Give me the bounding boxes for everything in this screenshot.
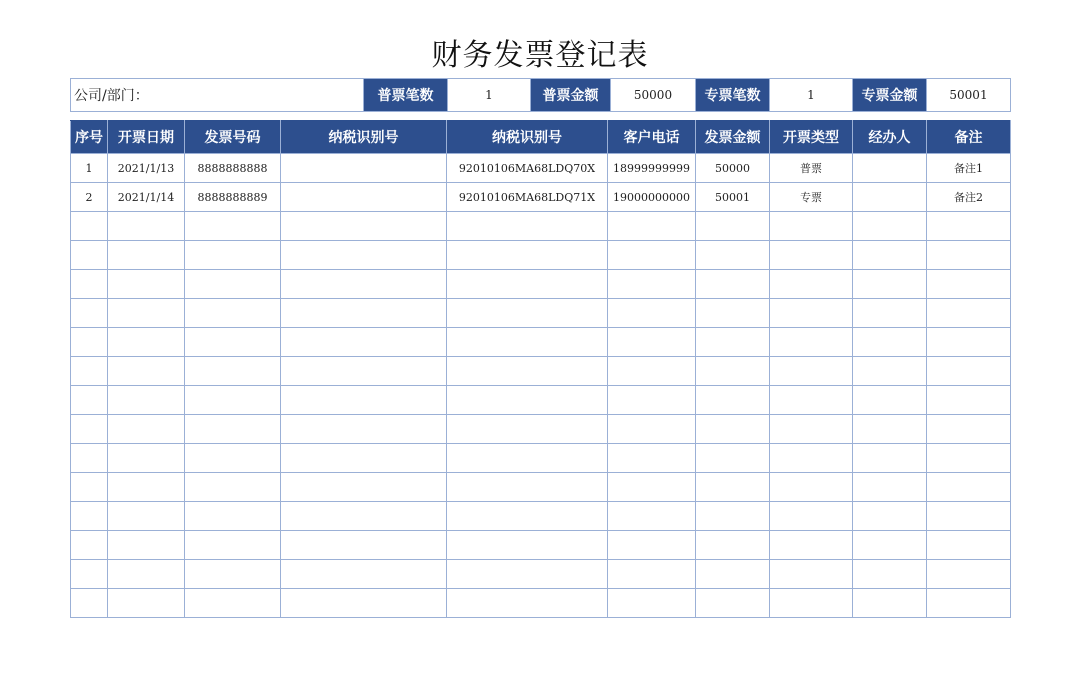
- empty-cell[interactable]: [853, 328, 927, 357]
- empty-table-row: [71, 270, 1011, 299]
- empty-cell[interactable]: [185, 241, 281, 270]
- empty-cell[interactable]: [281, 299, 447, 328]
- empty-cell[interactable]: [853, 386, 927, 415]
- empty-cell[interactable]: [281, 212, 447, 241]
- empty-cell[interactable]: [696, 328, 770, 357]
- empty-table-row: [71, 473, 1011, 502]
- empty-cell[interactable]: [281, 328, 447, 357]
- empty-cell[interactable]: [608, 270, 696, 299]
- empty-cell[interactable]: [608, 357, 696, 386]
- empty-cell[interactable]: [281, 502, 447, 531]
- empty-table-row: [71, 560, 1011, 589]
- cell-index[interactable]: 2: [71, 183, 108, 212]
- empty-cell[interactable]: [770, 299, 853, 328]
- empty-cell[interactable]: [927, 531, 1011, 560]
- table-row: [71, 183, 1011, 212]
- regular-amount-value[interactable]: 50000: [611, 79, 696, 112]
- empty-cell[interactable]: [927, 241, 1011, 270]
- empty-cell[interactable]: [696, 357, 770, 386]
- empty-cell[interactable]: [608, 328, 696, 357]
- empty-cell[interactable]: [927, 212, 1011, 241]
- empty-table-row: [71, 386, 1011, 415]
- empty-cell[interactable]: [853, 212, 927, 241]
- empty-cell[interactable]: [71, 212, 108, 241]
- empty-cell[interactable]: [185, 270, 281, 299]
- empty-cell[interactable]: [185, 502, 281, 531]
- empty-cell[interactable]: [447, 241, 608, 270]
- empty-cell[interactable]: [185, 386, 281, 415]
- empty-cell[interactable]: [927, 270, 1011, 299]
- empty-cell[interactable]: [608, 531, 696, 560]
- header-invoice-amount: 发票金额: [696, 121, 770, 154]
- empty-cell[interactable]: [71, 589, 108, 618]
- empty-cell[interactable]: [71, 444, 108, 473]
- cell-remarks[interactable]: 备注1: [927, 154, 1011, 183]
- empty-cell[interactable]: [108, 589, 185, 618]
- header-tax-id-2: 纳税识别号: [447, 121, 608, 154]
- empty-cell[interactable]: [696, 386, 770, 415]
- empty-table-row: [71, 357, 1011, 386]
- empty-cell[interactable]: [608, 589, 696, 618]
- empty-cell[interactable]: [927, 589, 1011, 618]
- empty-table-row: [71, 241, 1011, 270]
- empty-cell[interactable]: [608, 473, 696, 502]
- empty-table-row: [71, 212, 1011, 241]
- empty-cell[interactable]: [447, 328, 608, 357]
- empty-cell[interactable]: [447, 560, 608, 589]
- empty-cell[interactable]: [71, 328, 108, 357]
- empty-table-row: [71, 531, 1011, 560]
- empty-cell[interactable]: [185, 531, 281, 560]
- empty-cell[interactable]: [108, 531, 185, 560]
- empty-cell[interactable]: [71, 531, 108, 560]
- cell-index[interactable]: 1: [71, 154, 108, 183]
- empty-cell[interactable]: [185, 444, 281, 473]
- empty-cell[interactable]: [108, 357, 185, 386]
- empty-cell[interactable]: [696, 560, 770, 589]
- empty-table-row: [71, 502, 1011, 531]
- cell-customer-phone[interactable]: 19000000000: [608, 183, 696, 212]
- empty-cell[interactable]: [770, 241, 853, 270]
- empty-cell[interactable]: [927, 560, 1011, 589]
- empty-cell[interactable]: [108, 386, 185, 415]
- empty-cell[interactable]: [281, 589, 447, 618]
- empty-cell[interactable]: [927, 357, 1011, 386]
- empty-cell[interactable]: [71, 560, 108, 589]
- empty-cell[interactable]: [447, 415, 608, 444]
- empty-cell[interactable]: [696, 415, 770, 444]
- empty-cell[interactable]: [696, 212, 770, 241]
- empty-cell[interactable]: [447, 531, 608, 560]
- empty-cell[interactable]: [696, 444, 770, 473]
- empty-cell[interactable]: [608, 560, 696, 589]
- empty-cell[interactable]: [770, 357, 853, 386]
- empty-cell[interactable]: [185, 473, 281, 502]
- empty-cell[interactable]: [853, 589, 927, 618]
- empty-cell[interactable]: [608, 212, 696, 241]
- empty-cell[interactable]: [281, 241, 447, 270]
- cell-issue-date[interactable]: 2021/1/14: [108, 183, 185, 212]
- empty-cell[interactable]: [927, 415, 1011, 444]
- summary-bar: [70, 78, 1011, 112]
- regular-count-value[interactable]: 1: [448, 79, 531, 112]
- cell-invoice-type[interactable]: 专票: [770, 183, 853, 212]
- empty-cell[interactable]: [71, 386, 108, 415]
- header-issue-date: 开票日期: [108, 121, 185, 154]
- cell-tax-id-2[interactable]: 92010106MA68LDQ70X: [447, 154, 608, 183]
- empty-cell[interactable]: [108, 415, 185, 444]
- empty-cell[interactable]: [927, 502, 1011, 531]
- empty-cell[interactable]: [608, 386, 696, 415]
- empty-cell[interactable]: [696, 502, 770, 531]
- empty-cell[interactable]: [71, 415, 108, 444]
- cell-invoice-amount[interactable]: 50001: [696, 183, 770, 212]
- empty-cell[interactable]: [185, 328, 281, 357]
- empty-cell[interactable]: [281, 415, 447, 444]
- empty-cell[interactable]: [281, 357, 447, 386]
- empty-cell[interactable]: [853, 560, 927, 589]
- empty-cell[interactable]: [281, 531, 447, 560]
- empty-cell[interactable]: [608, 444, 696, 473]
- cell-invoice-amount[interactable]: 50000: [696, 154, 770, 183]
- empty-cell[interactable]: [608, 415, 696, 444]
- empty-cell[interactable]: [447, 270, 608, 299]
- cell-invoice-type[interactable]: 普票: [770, 154, 853, 183]
- header-remarks: 备注: [927, 121, 1011, 154]
- empty-cell[interactable]: [281, 473, 447, 502]
- empty-cell[interactable]: [108, 299, 185, 328]
- header-customer-phone: 客户电话: [608, 121, 696, 154]
- empty-cell[interactable]: [853, 357, 927, 386]
- empty-cell[interactable]: [927, 386, 1011, 415]
- empty-cell[interactable]: [770, 328, 853, 357]
- invoice-table: [70, 120, 1011, 618]
- cell-tax-id-2[interactable]: 92010106MA68LDQ71X: [447, 183, 608, 212]
- regular-count-label: 普票笔数: [364, 79, 448, 112]
- empty-cell[interactable]: [927, 473, 1011, 502]
- empty-cell[interactable]: [108, 473, 185, 502]
- empty-cell[interactable]: [853, 531, 927, 560]
- empty-cell[interactable]: [71, 357, 108, 386]
- empty-cell[interactable]: [108, 560, 185, 589]
- empty-table-row: [71, 299, 1011, 328]
- empty-cell[interactable]: [447, 473, 608, 502]
- empty-cell[interactable]: [71, 473, 108, 502]
- empty-cell[interactable]: [281, 386, 447, 415]
- empty-cell[interactable]: [853, 299, 927, 328]
- header-index: 序号: [71, 121, 108, 154]
- cell-tax-id-1[interactable]: [281, 154, 447, 183]
- empty-cell[interactable]: [108, 212, 185, 241]
- cell-invoice-number[interactable]: 8888888889: [185, 183, 281, 212]
- header-tax-id-1: 纳税识别号: [281, 121, 447, 154]
- special-count-value[interactable]: 1: [770, 79, 853, 112]
- empty-cell[interactable]: [770, 415, 853, 444]
- empty-cell[interactable]: [447, 299, 608, 328]
- empty-cell[interactable]: [696, 270, 770, 299]
- empty-cell[interactable]: [71, 270, 108, 299]
- cell-remarks[interactable]: 备注2: [927, 183, 1011, 212]
- empty-cell[interactable]: [853, 270, 927, 299]
- empty-cell[interactable]: [608, 241, 696, 270]
- header-handler: 经办人: [853, 121, 927, 154]
- empty-cell[interactable]: [447, 386, 608, 415]
- empty-cell[interactable]: [185, 212, 281, 241]
- empty-cell[interactable]: [185, 299, 281, 328]
- empty-cell[interactable]: [281, 444, 447, 473]
- empty-cell[interactable]: [447, 444, 608, 473]
- cell-issue-date[interactable]: 2021/1/13: [108, 154, 185, 183]
- empty-cell[interactable]: [185, 560, 281, 589]
- empty-cell[interactable]: [108, 502, 185, 531]
- table-header-row: [71, 121, 1011, 154]
- empty-cell[interactable]: [608, 502, 696, 531]
- empty-cell[interactable]: [696, 241, 770, 270]
- empty-cell[interactable]: [770, 502, 853, 531]
- company-department-field[interactable]: 公司/部门：: [71, 79, 364, 112]
- empty-cell[interactable]: [853, 241, 927, 270]
- empty-cell[interactable]: [696, 589, 770, 618]
- empty-cell[interactable]: [927, 444, 1011, 473]
- regular-amount-label: 普票金额: [531, 79, 611, 112]
- empty-cell[interactable]: [71, 502, 108, 531]
- empty-cell[interactable]: [281, 560, 447, 589]
- cell-handler[interactable]: [853, 154, 927, 183]
- empty-table-row: [71, 589, 1011, 618]
- empty-cell[interactable]: [71, 241, 108, 270]
- empty-cell[interactable]: [608, 299, 696, 328]
- empty-cell[interactable]: [108, 328, 185, 357]
- empty-cell[interactable]: [770, 473, 853, 502]
- empty-cell[interactable]: [770, 270, 853, 299]
- empty-cell[interactable]: [927, 328, 1011, 357]
- empty-cell[interactable]: [853, 502, 927, 531]
- empty-cell[interactable]: [770, 212, 853, 241]
- empty-cell[interactable]: [108, 444, 185, 473]
- empty-cell[interactable]: [696, 473, 770, 502]
- table-row: [71, 154, 1011, 183]
- cell-tax-id-1[interactable]: [281, 183, 447, 212]
- header-invoice-type: 开票类型: [770, 121, 853, 154]
- header-invoice-number: 发票号码: [185, 121, 281, 154]
- empty-cell[interactable]: [853, 415, 927, 444]
- empty-cell[interactable]: [71, 299, 108, 328]
- empty-cell[interactable]: [447, 357, 608, 386]
- special-amount-label: 专票金额: [853, 79, 927, 112]
- empty-cell[interactable]: [185, 415, 281, 444]
- empty-cell[interactable]: [447, 589, 608, 618]
- empty-cell[interactable]: [185, 589, 281, 618]
- page-title: 财务发票登记表: [431, 38, 649, 73]
- empty-cell[interactable]: [770, 589, 853, 618]
- empty-cell[interactable]: [696, 299, 770, 328]
- empty-cell[interactable]: [281, 270, 447, 299]
- empty-table-row: [71, 415, 1011, 444]
- cell-invoice-number[interactable]: 8888888888: [185, 154, 281, 183]
- special-amount-value[interactable]: 50001: [927, 79, 1011, 112]
- empty-cell[interactable]: [770, 560, 853, 589]
- empty-cell[interactable]: [853, 473, 927, 502]
- empty-cell[interactable]: [927, 299, 1011, 328]
- empty-cell[interactable]: [108, 241, 185, 270]
- empty-table-row: [71, 328, 1011, 357]
- empty-cell[interactable]: [185, 357, 281, 386]
- empty-cell[interactable]: [447, 212, 608, 241]
- empty-cell[interactable]: [770, 386, 853, 415]
- empty-cell[interactable]: [696, 531, 770, 560]
- empty-cell[interactable]: [853, 444, 927, 473]
- empty-cell[interactable]: [770, 531, 853, 560]
- cell-handler[interactable]: [853, 183, 927, 212]
- empty-cell[interactable]: [108, 270, 185, 299]
- empty-cell[interactable]: [770, 444, 853, 473]
- empty-table-row: [71, 444, 1011, 473]
- cell-customer-phone[interactable]: 18999999999: [608, 154, 696, 183]
- empty-cell[interactable]: [447, 502, 608, 531]
- special-count-label: 专票笔数: [696, 79, 770, 112]
